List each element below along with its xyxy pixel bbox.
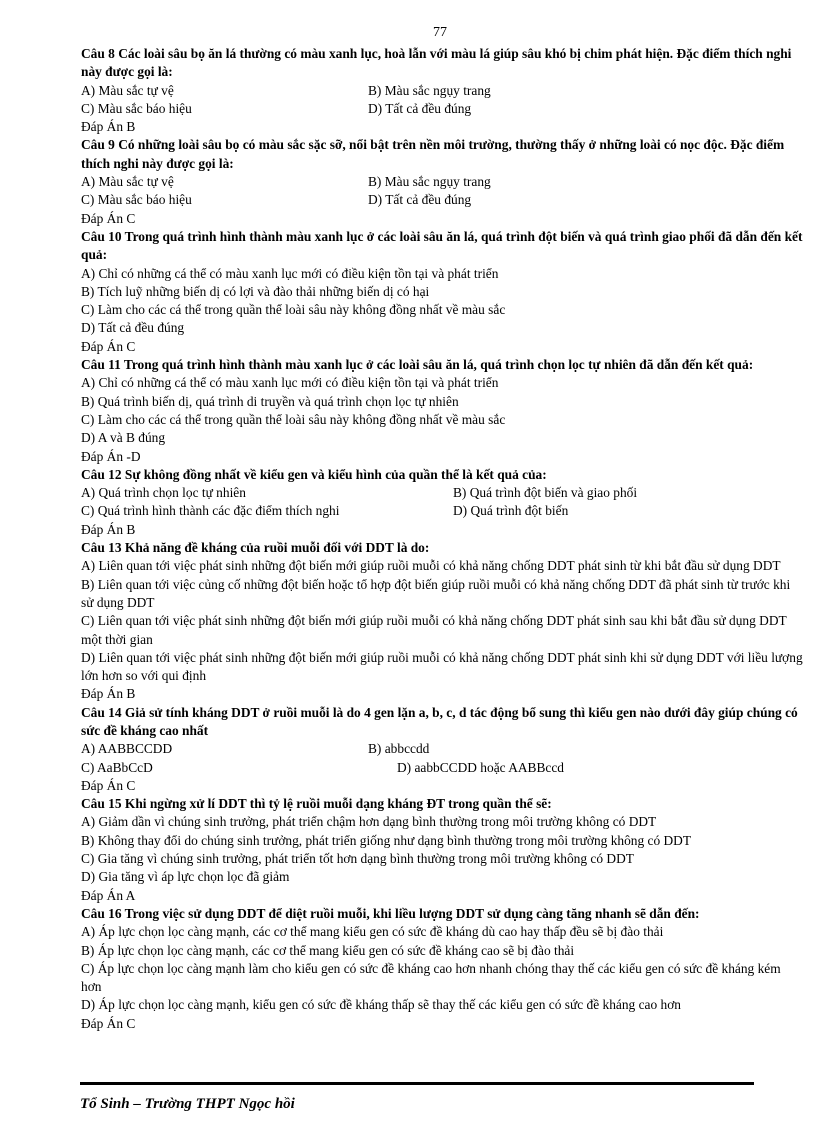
question-14-options-row-1 <box>81 740 803 758</box>
question-13-answer: Đáp Án B <box>81 686 136 702</box>
question-12-answer: Đáp Án B <box>81 521 136 537</box>
page-number: 77 <box>433 25 447 40</box>
question-16-option-a: A) Áp lực chọn lọc càng mạnh, các cơ thể mang kiểu gen có sức đề kháng dù cao hay thấp đều sẽ bị đào thải <box>81 924 664 940</box>
question-9-option-a: A) Màu sắc tự vệ <box>81 174 174 190</box>
question-10-option-c: C) Làm cho các cá thể trong quần thể loài sâu này không đồng nhất về màu sắc <box>81 302 506 318</box>
question-9-options-row-1 <box>81 173 803 191</box>
footer-divider <box>80 1082 754 1085</box>
question-15-option-c: C) Gia tăng vì chúng sinh trưởng, phát triển tốt hơn dạng bình thường trong môi trường không có DDT <box>81 851 634 867</box>
question-12-title: Câu 12 Sự không đồng nhất về kiểu gen và kiểu hình của quần thể là kết quả của: <box>81 466 547 482</box>
question-9-title: Câu 9 Có những loài sâu bọ có màu sắc sặc sỡ, nổi bật trên nền môi trường, thường thấy ở những loài có nọc độc. Đặc điểm thích nghi này được gọi là: <box>81 137 785 171</box>
question-8-option-b: B) Màu sắc ngụy trang <box>368 82 491 98</box>
question-13-option-d: D) Liên quan tới việc phát sinh những đột biến mới giúp ruồi muỗi có khả năng chống DDT phát sinh khi sử dụng DDT với liều lượng lớn hơn so với qui định <box>81 649 803 684</box>
question-12-option-c: C) Quá trình hình thành các đặc điểm thích nghi <box>81 503 340 519</box>
question-13-option-c: C) Liên quan tới việc phát sinh những đột biến mới giúp ruồi muỗi có khả năng chống DDT phát sinh sau khi bắt đầu sử dụng DDT một thời gian <box>81 613 787 647</box>
question-15-option-a: A) Giảm dần vì chúng sinh trưởng, phát triển chậm hơn dạng bình thường trong môi trường không có DDT <box>81 814 657 830</box>
question-10-option-a: A) Chỉ có những cá thể có màu xanh lục mới có điều kiện tồn tại và phát triển <box>81 265 499 281</box>
question-list <box>81 45 803 1033</box>
question-9-option-d: D) Tất cả đều đúng <box>368 192 472 208</box>
question-14-title: Câu 14 Giả sử tính kháng DDT ở ruồi muỗi là do 4 gen lặn a, b, c, d tác động bổ sung thì kiểu gen nào dưới đây giúp chúng có sức đề kháng cao nhất <box>81 704 798 738</box>
question-13-option-b: B) Liên quan tới việc củng cố những đột biến hoặc tổ hợp đột biến giúp ruồi muỗi có khả năng chống DDT đã phát sinh từ trước khi sử dụng DDT <box>81 576 791 610</box>
question-11-option-b: B) Quá trình biến dị, quá trình di truyền và quá trình chọn lọc tự nhiên <box>81 393 459 409</box>
question-14-options-row-2 <box>81 759 803 777</box>
question-11-option-c: C) Làm cho các cá thể trong quần thể loài sâu này không đồng nhất về màu sắc <box>81 411 506 427</box>
question-12-options-row-2 <box>81 502 803 520</box>
question-8-title: Câu 8 Các loài sâu bọ ăn lá thường có màu xanh lục, hoà lẫn với màu lá giúp sâu khó bị chim phát hiện. Đặc điểm thích nghi này được gọi là: <box>81 46 792 80</box>
question-8-option-d: D) Tất cả đều đúng <box>368 100 472 116</box>
question-9-answer: Đáp Án C <box>81 210 136 226</box>
question-10-option-b: B) Tích luỹ những biến dị có lợi và đào thải những biến dị có hại <box>81 283 430 299</box>
question-11-title: Câu 11 Trong quá trình hình thành màu xanh lục ở các loài sâu ăn lá, quá trình chọn lọc tự nhiên đã dẫn đến kết quả: <box>81 357 754 373</box>
question-8-options-row-1 <box>81 82 803 100</box>
question-15-title: Câu 15 Khi ngừng xử lí DDT thì tỷ lệ ruồi muỗi dạng kháng ĐT trong quần thể sẽ: <box>81 796 552 812</box>
footer-text: Tổ Sinh – Trường THPT Ngọc hồi <box>80 1096 295 1112</box>
question-15-option-d: D) Gia tăng vì áp lực chọn lọc đã giảm <box>81 869 290 885</box>
question-12-option-b: B) Quá trình đột biến và giao phối <box>453 485 638 501</box>
question-12-option-d: D) Quá trình đột biến <box>453 503 569 519</box>
question-15-answer: Đáp Án A <box>81 887 136 903</box>
question-8-option-c: C) Màu sắc báo hiệu <box>81 100 192 116</box>
question-14-answer: Đáp Án C <box>81 777 136 793</box>
question-13-option-a: A) Liên quan tới việc phát sinh những đột biến mới giúp ruồi muỗi có khả năng chống DDT phát sinh từ khi bắt đầu sử dụng DDT <box>81 558 781 574</box>
question-9-option-c: C) Màu sắc báo hiệu <box>81 192 192 208</box>
question-16-title: Câu 16 Trong việc sử dụng DDT để diệt ruồi muỗi, khi liều lượng DDT sử dụng càng tăng nhanh sẽ dẫn đến: <box>81 905 700 921</box>
question-11-option-a: A) Chỉ có những cá thể có màu xanh lục mới có điều kiện tồn tại và phát triển <box>81 375 499 391</box>
question-14-option-d: D) aabbCCDD hoặc AABBccd <box>397 759 564 775</box>
question-12-option-a: A) Quá trình chọn lọc tự nhiên <box>81 485 246 501</box>
question-15-option-b: B) Không thay đổi do chúng sinh trưởng, phát triển giống như dạng bình thường trong môi trường không có DDT <box>81 832 692 848</box>
question-16-option-d: D) Áp lực chọn lọc càng mạnh, kiểu gen có sức đề kháng thấp sẽ thay thế các kiểu gen có sức đề kháng cao hơn <box>81 997 681 1013</box>
question-16-option-c: C) Áp lực chọn lọc càng mạnh làm cho kiểu gen có sức đề kháng cao hơn nhanh chóng thay thế các kiểu gen có sức đề kháng kém hơn <box>81 960 781 995</box>
question-16-option-b: B) Áp lực chọn lọc càng mạnh, các cơ thể mang kiểu gen có sức đề kháng cao sẽ bị đào thải <box>81 942 575 958</box>
question-14-option-b: B) abbccdd <box>368 741 430 757</box>
question-14-option-a: A) AABBCCDD <box>81 741 173 757</box>
question-11-answer: Đáp Án -D <box>81 448 141 464</box>
question-10-answer: Đáp Án C <box>81 338 136 354</box>
question-9-option-b: B) Màu sắc ngụy trang <box>368 174 491 190</box>
question-10-option-d: D) Tất cả đều đúng <box>81 320 185 336</box>
question-13-title: Câu 13 Khả năng đề kháng của ruồi muỗi đối với DDT là do: <box>81 540 430 556</box>
question-12-options-row-1 <box>81 484 803 502</box>
question-11-option-d: D) A và B đúng <box>81 430 166 446</box>
question-8-options-row-2 <box>81 100 803 118</box>
question-14-option-c: C) AaBbCcD <box>81 759 153 775</box>
question-8-option-a: A) Màu sắc tự vệ <box>81 82 174 98</box>
question-10-title: Câu 10 Trong quá trình hình thành màu xanh lục ở các loài sâu ăn lá, quá trình đột biến và quá trình giao phối đã dẫn đến kết quả: <box>81 228 803 263</box>
question-16-answer: Đáp Án C <box>81 1015 136 1031</box>
question-9-options-row-2 <box>81 191 803 209</box>
question-8-answer: Đáp Án B <box>81 119 136 135</box>
